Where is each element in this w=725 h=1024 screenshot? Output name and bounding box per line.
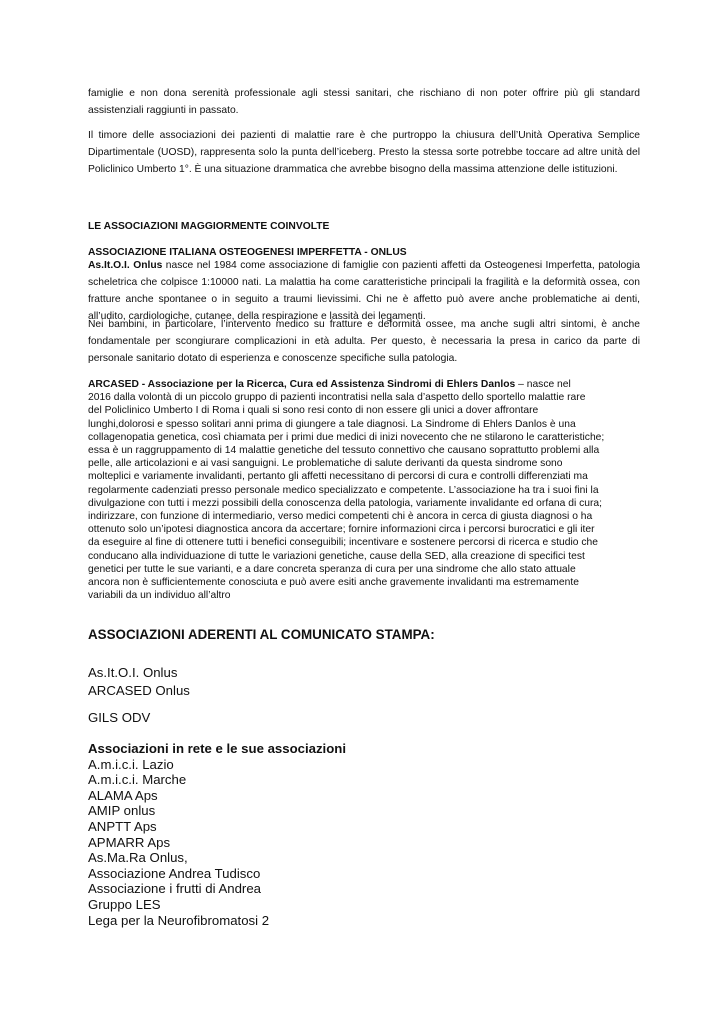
network-item: ANPTT Aps xyxy=(88,818,157,834)
arcased-paragraph xyxy=(88,378,640,602)
arcased-line: conducano alla individuazione di tutte le variazioni genetiche, cause della SED, alla creazione di specifici test xyxy=(88,550,585,562)
network-item: AMIP onlus xyxy=(88,803,156,819)
arcased-line: indirizzare, con funzione di intermediario, verso medici competenti chi è ancora in cerca di giusta diagnosi o ha xyxy=(88,511,593,523)
network-item: ALAMA Aps xyxy=(88,787,158,803)
press-release-title: ASSOCIAZIONI ADERENTI AL COMUNICATO STAMPA: xyxy=(88,627,435,642)
arcased-name: ARCASED - Associazione per la Ricerca, Cura ed Assistenza Sindromi di Ehlers Danlos xyxy=(88,379,516,390)
arcased-line: ancora non è sufficientemente conosciuta e può avere esiti anche gravemente invalidanti ma estremamente xyxy=(88,577,579,589)
arcased-line: da eseguire al fine di ottenere tutti i benefici conseguibili; incentivare e sostenere percorsi di ricerca e studio che xyxy=(88,537,598,549)
network-item: Lega per la Neurofibromatosi 2 xyxy=(88,912,270,928)
association-item: As.It.O.I. Onlus xyxy=(88,665,178,680)
asitoi-heading: ASSOCIAZIONE ITALIANA OSTEOGENESI IMPERFETTA - ONLUS xyxy=(88,247,407,258)
arcased-line: essa è un raggruppamento di 14 malattie genetiche del tessuto connettivo che causano soprattutto problemi alla xyxy=(88,445,600,457)
arcased-line: molteplici e variamente invalidanti, pertanto gli affetti necessitano di percorsi di cura e controlli differenziati ma xyxy=(88,471,588,483)
network-item: Gruppo LES xyxy=(88,896,161,912)
asitoi-paragraph-2: Nei bambini, in particolare, l’intervento medico su fratture e deformità ossee, ma anche sugli altri sintomi, è anche fondamentale per scongiurare complicazioni in età adulta. Per questo, è necessaria la presa in carico da parte di personale sanitario dotato di esperienza e conoscenze specifiche sulla patologia. xyxy=(88,319,640,364)
network-title: Associazioni in rete e le sue associazioni xyxy=(88,741,346,756)
arcased-line: genetici per tutte le sue varianti, e a dare concreta speranza di cura per una sindrome che allo stato attuale xyxy=(88,563,576,575)
network-item: A.m.i.c.i. Marche xyxy=(88,772,187,788)
association-item: ARCASED Onlus xyxy=(88,683,190,698)
arcased-line: pelle, alle articolazioni e ai vasi sanguigni. Le problematiche di salute derivanti da questa sindrome sono xyxy=(88,458,563,470)
asitoi-name: As.It.O.I. Onlus xyxy=(88,260,163,271)
arcased-line: divulgazione con tutti i mezzi possibili della conoscenza della patologia, variamente invalidante ed orfana di cura; xyxy=(88,497,603,509)
arcased-line: collagenopatia genetica, così chiamata per i primi due medici di inizi novecento che ne stilarono le caratteristiche; xyxy=(88,431,605,443)
network-item: APMARR Aps xyxy=(88,834,171,850)
network-item: As.Ma.Ra Onlus, xyxy=(88,850,188,866)
intro-paragraph-1: famiglie e non dona serenità professionale agli stessi sanitari, che rischiano di non poter offrire più gli standard assistenziali raggiunti in passato. xyxy=(88,88,640,116)
arcased-line: lunghi,dolorosi e spesso solitari anni prima di giungere a tale diagnosi. La Sindrome di Ehlers Danlos è una xyxy=(88,418,576,430)
associations-network xyxy=(88,741,640,928)
network-item: Associazione i frutti di Andrea xyxy=(88,881,261,897)
arcased-line: 2016 dalla volontà di un piccolo gruppo di pazienti incontratisi nella sala d’aspetto dello sportello malattie rare xyxy=(88,392,586,404)
intro-paragraph-2: Il timore delle associazioni dei pazienti di malattie rare è che purtroppo la chiusura dell’Unità Operativa Semplice Dipartimentale (UOSD), rappresenta solo la punta dell’iceberg. Presto la stessa sorte potrebbe toccare ad altre unità del Policlinico Umberto 1°. È una situazione drammatica che avrebbe bisogno della massima attenzione delle istituzioni. xyxy=(88,130,640,175)
network-item: Associazione Andrea Tudisco xyxy=(88,865,261,881)
association-item: GILS ODV xyxy=(88,710,151,725)
arcased-line: del Policlinico Umberto I di Roma i quali si sono resi conto di non essere gli unici a dover affrontare xyxy=(88,405,539,417)
network-item: A.m.i.c.i. Lazio xyxy=(88,756,174,772)
arcased-line: ottenuto solo un’ipotesi diagnostica ancora da accertare; fornire informazioni circa i percorsi burocratici e gli iter xyxy=(88,524,595,536)
asitoi-paragraph-1 xyxy=(88,258,640,326)
section-title: LE ASSOCIAZIONI MAGGIORMENTE COINVOLTE xyxy=(88,221,330,232)
arcased-line: variabili da un individuo all’altro xyxy=(88,590,231,602)
arcased-line: regolarmente cadenziati presso personale medico specializzato e competente. L’associazione ha tra i suoi fini la xyxy=(88,484,599,496)
asitoi-paragraph-1-text: nasce nel 1984 come associazione di famiglie con pazienti affetti da Osteogenesi Imperfetta, patologia scheletrica che colpisce 1:10000 nati. La malattia ha come caratteristiche principali la fragilità e la deformità ossea, con fratture anche spontanee o in seguito a traumi lievissimi. Chi ne è affetto può avere anche problematiche ai denti, all’udito, cardiologiche, cutanee, della respirazione e lassità dei legamenti. xyxy=(88,260,640,322)
arcased-line: ARCASED - Associazione per la Ricerca, Cura ed Assistenza Sindromi di Ehlers Danlos – nasce nel xyxy=(88,379,571,390)
associations-group-1 xyxy=(88,664,640,700)
